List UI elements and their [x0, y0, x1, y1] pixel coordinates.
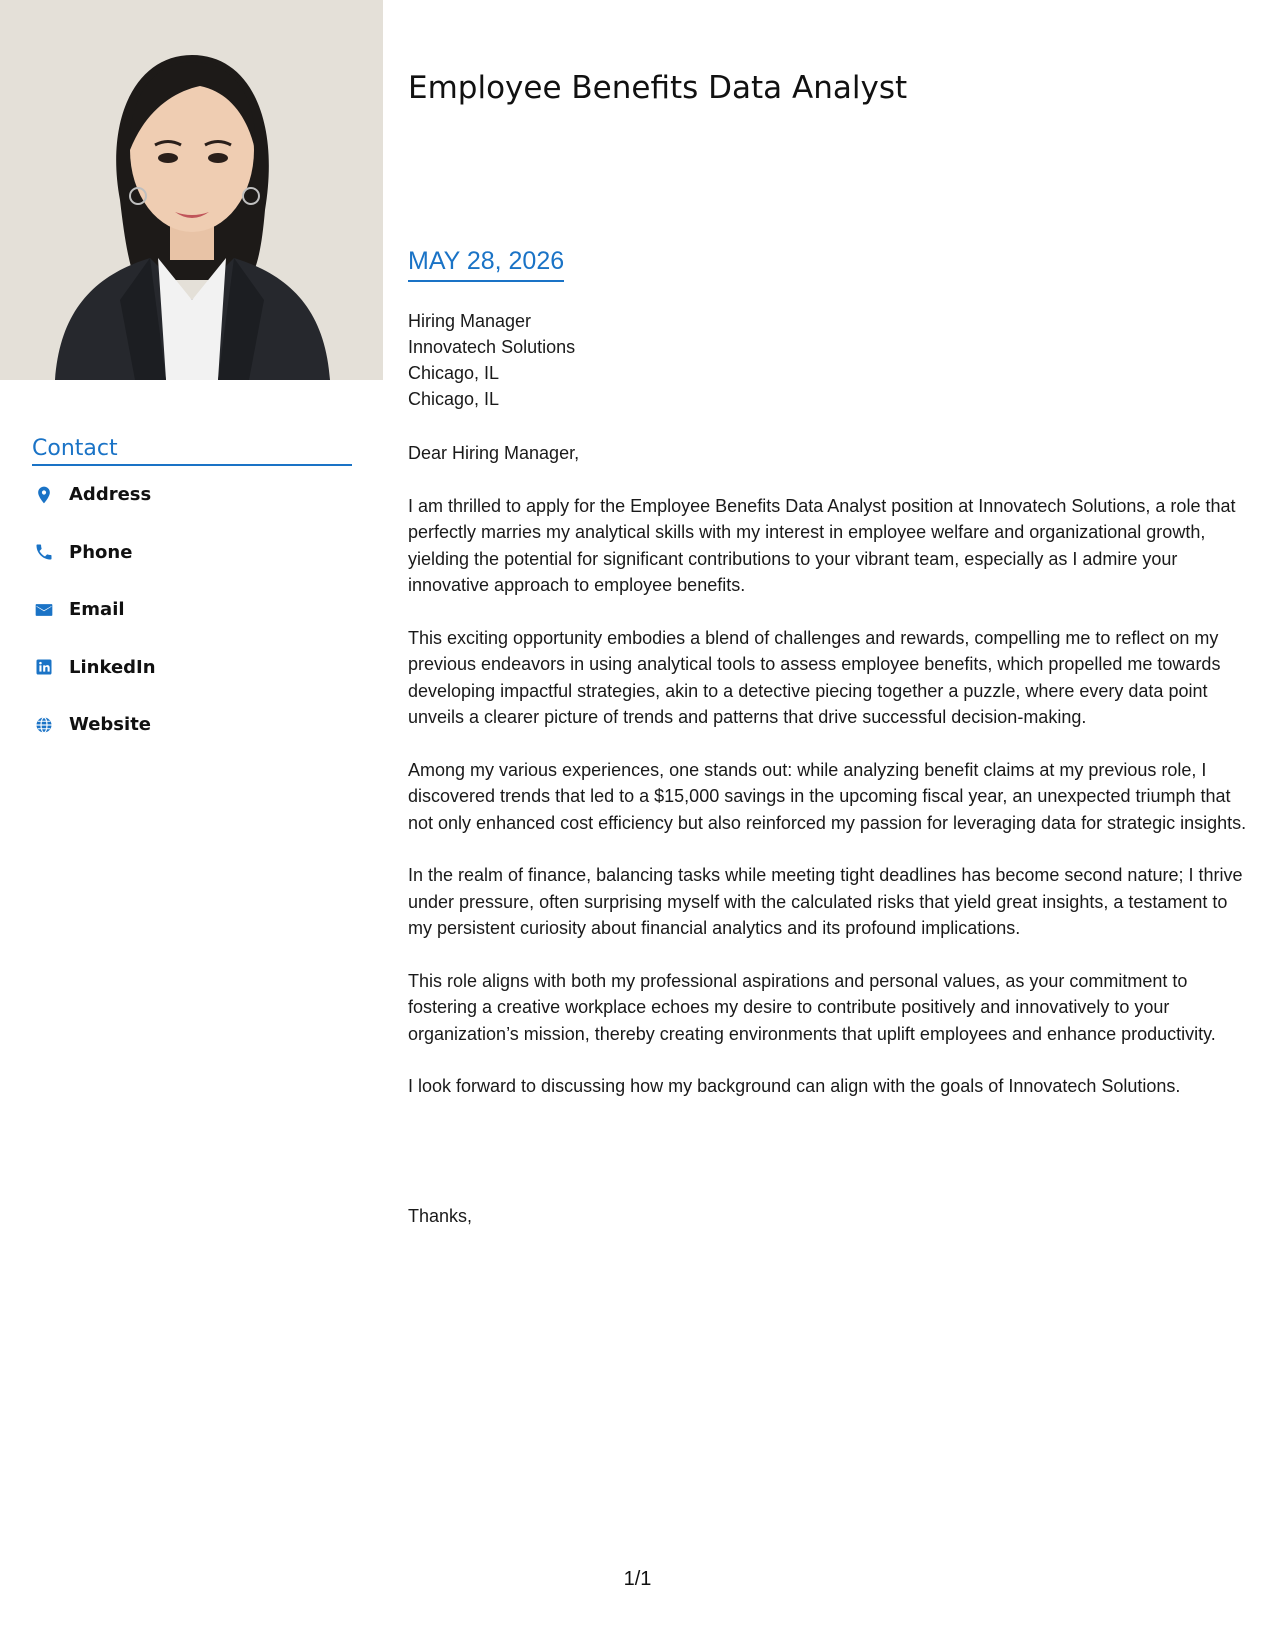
salutation: Dear Hiring Manager, [408, 443, 580, 463]
job-title: Employee Benefits Data Analyst [408, 70, 908, 106]
contact-section [32, 436, 352, 754]
page-number: 1/1 [623, 1568, 652, 1590]
recipient-city: Chicago, IL [408, 363, 500, 383]
map-pin-icon [33, 484, 55, 506]
contact-item-website[interactable] [32, 696, 352, 754]
contact-label-linkedin: LinkedIn [69, 656, 156, 678]
letter-paragraph: I look forward to discussing how my background can align with the goals of Innovatech Solutions. [408, 1076, 1181, 1096]
envelope-icon [33, 599, 55, 621]
contact-heading: Contact [32, 436, 352, 466]
contact-label-website: Website [69, 714, 152, 736]
recipient-block [408, 308, 575, 412]
letter-paragraph: This exciting opportunity embodies a blend of challenges and rewards, compelling me to reflect on my previous endeavors in using analytical tools to assess employee benefits, which propelled me towards developing impactful strategies, akin to a detective piecing together a puzzle, where every data point unveils a clearer picture of trends and patterns that drive successful decision-making. [408, 627, 1221, 727]
contact-item-email[interactable] [32, 581, 352, 639]
signoff: Thanks, [408, 1206, 473, 1226]
sidebar [0, 0, 383, 1650]
contact-label-phone: Phone [69, 541, 133, 563]
profile-photo [0, 0, 383, 380]
globe-icon [33, 714, 55, 736]
letter-paragraph: In the realm of finance, balancing tasks while meeting tight deadlines has become second nature; I thrive under pressure, often surprising myself with the calculated risks that yield great insights, a testament to my persistent curiosity about financial analytics and its profound implications. [408, 865, 1243, 938]
letter-paragraph: I am thrilled to apply for the Employee Benefits Data Analyst position at Innovatech Solutions, a role that perfectly marries my analytical skills with my interest in employee welfare and organizational growth, yielding the potential for significant contributions to your vibrant team, especially as I admire your innovative approach to employee benefits. [408, 495, 1236, 595]
contact-list [32, 466, 352, 754]
contact-item-linkedin[interactable] [32, 639, 352, 697]
letter-paragraph: Among my various experiences, one stands out: while analyzing benefit claims at my previous role, I discovered trends that led to a $15,000 savings in the upcoming fiscal year, an unexpected triumph that not only enhanced cost efficiency but also reinforced my passion for leveraging data for strategic insights. [408, 759, 1247, 833]
phone-icon [33, 541, 55, 563]
letter-paragraph: This role aligns with both my professional aspirations and personal values, as your commitment to fostering a creative workplace echoes my desire to contribute positively and innovatively to your organization’s mission, thereby creating environments that uplift employees and enhance productivity. [408, 970, 1216, 1044]
contact-item-phone[interactable] [32, 524, 352, 582]
contact-item-address[interactable] [32, 466, 352, 524]
contact-label-address: Address [69, 484, 152, 506]
contact-label-email: Email [69, 599, 125, 621]
recipient-company: Innovatech Solutions [408, 337, 576, 357]
recipient-name: Hiring Manager [408, 311, 532, 331]
letter-body [408, 440, 1248, 1126]
letter-date: MAY 28, 2026 [408, 247, 564, 282]
linkedin-icon [33, 656, 55, 678]
recipient-city-repeat: Chicago, IL [408, 389, 500, 409]
